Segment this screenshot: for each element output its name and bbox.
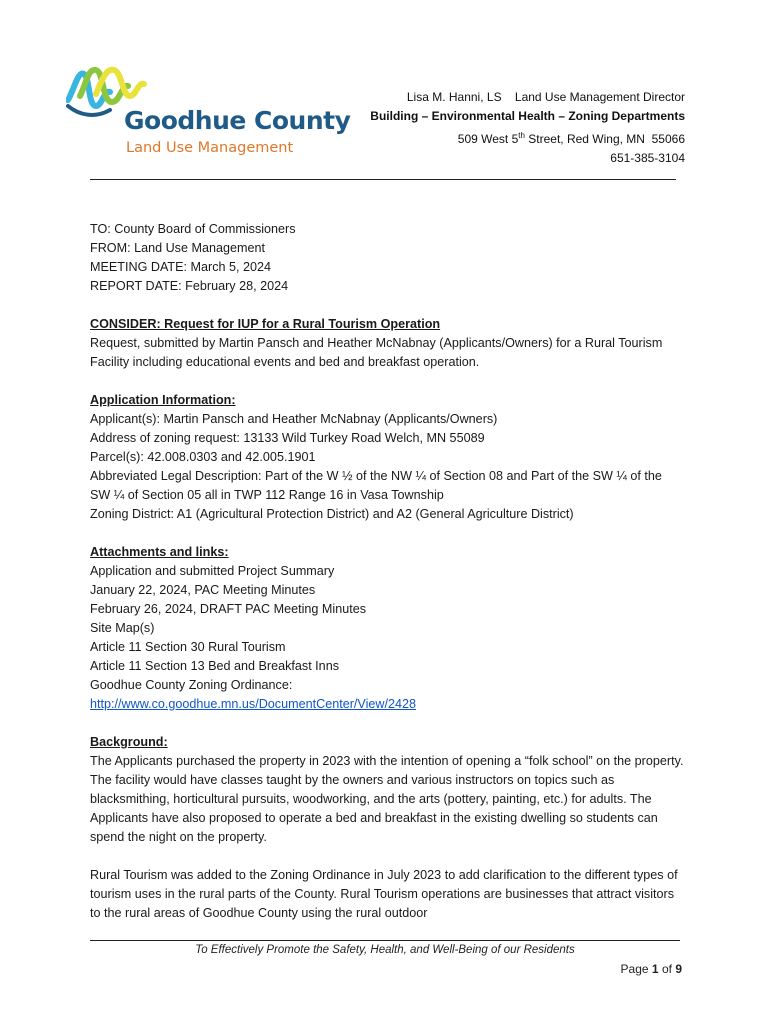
zoning-ordinance-link[interactable]: http://www.co.goodhue.mn.us/DocumentCenter/View/2428 xyxy=(90,697,416,711)
memo-body xyxy=(90,220,685,923)
attachment-item: February 26, 2024, DRAFT PAC Meeting Minutes xyxy=(90,602,367,616)
memo-report-date: REPORT DATE: February 28, 2024 xyxy=(90,279,289,293)
logo-subtitle: Land Use Management xyxy=(126,140,294,156)
attachment-item: Site Map(s) xyxy=(90,621,155,635)
director-line: Lisa M. Hanni, LS Land Use Management Director xyxy=(406,90,685,104)
contact-block xyxy=(370,88,685,168)
attachment-item: January 22, 2024, PAC Meeting Minutes xyxy=(90,583,316,597)
page-current: 1 xyxy=(651,962,659,976)
page-of: of xyxy=(661,962,672,976)
background-paragraph-1: The Applicants purchased the property in 2023 with the intention of opening a “folk school” on the property. The facility would have classes taught by the owners and various instructors on topics such as blacksmithing, horticultural pursuits, woodworking, and the arts (pottery, painting, etc.) for adults. The Applicants have also proposed to operate a bed and breakfast in the existing dwelling so students can spend the night on the property. xyxy=(90,754,684,844)
attachment-item: Application and submitted Project Summary xyxy=(90,564,335,578)
attachment-item: Article 11 Section 30 Rural Tourism xyxy=(90,640,286,654)
application-heading: Application Information: xyxy=(90,393,236,407)
address-suffix: Street, Red Wing, MN 55066 xyxy=(524,132,685,146)
address-prefix: 509 West 5 xyxy=(457,132,519,146)
background-heading: Background: xyxy=(90,735,168,749)
address-sup: th xyxy=(518,131,525,140)
zoning-district-line: Zoning District: A1 (Agricultural Protection District) and A2 (General Agriculture District) xyxy=(90,507,574,521)
attachment-item: Article 11 Section 13 Bed and Breakfast Inns xyxy=(90,659,339,673)
memo-to: TO: County Board of Commissioners xyxy=(90,222,296,236)
header-divider xyxy=(90,179,676,180)
page-total: 9 xyxy=(675,962,682,976)
consider-heading: CONSIDER: Request for IUP for a Rural Tourism Operation xyxy=(90,317,441,331)
logo-county-name: Goodhue County xyxy=(124,106,351,135)
applicant-line: Applicant(s): Martin Pansch and Heather McNabnay (Applicants/Owners) xyxy=(90,412,498,426)
memo-from: FROM: Land Use Management xyxy=(90,241,265,255)
address-line xyxy=(370,126,685,149)
attachment-item: Goodhue County Zoning Ordinance: xyxy=(90,678,293,692)
footer-divider xyxy=(90,940,680,941)
background-paragraph-2: Rural Tourism was added to the Zoning Ordinance in July 2023 to add clarification to the different types of tourism uses in the rural parts of the County. Rural Tourism operations are businesses that attract visitors to the rural areas of Goodhue County using the rural outdoor xyxy=(90,868,678,920)
consider-text: Request, submitted by Martin Pansch and Heather McNabnay (Applicants/Owners) for a Rural Tourism Facility including educational events and bed and breakfast operation. xyxy=(90,336,663,369)
parcel-line: Parcel(s): 42.008.0303 and 42.005.1901 xyxy=(90,450,316,464)
footer-tagline: To Effectively Promote the Safety, Health, and Well-Being of our Residents xyxy=(195,944,575,956)
address-request-line: Address of zoning request: 13133 Wild Turkey Road Welch, MN 55089 xyxy=(90,431,485,445)
legal-description-line: Abbreviated Legal Description: Part of the W ½ of the NW ¼ of Section 08 and Part of the SW ¼ of the SW ¼ of Section 05 all in TWP 112 Range 16 in Vasa Township xyxy=(90,469,662,502)
goodhue-county-logo xyxy=(66,66,356,161)
attachments-heading: Attachments and links: xyxy=(90,545,229,559)
page-number xyxy=(621,962,682,976)
departments-line: Building – Environmental Health – Zoning Departments xyxy=(370,109,685,123)
page-word: Page xyxy=(620,962,649,976)
memo-meeting-date: MEETING DATE: March 5, 2024 xyxy=(90,260,272,274)
phone-line: 651-385-3104 xyxy=(610,151,685,165)
